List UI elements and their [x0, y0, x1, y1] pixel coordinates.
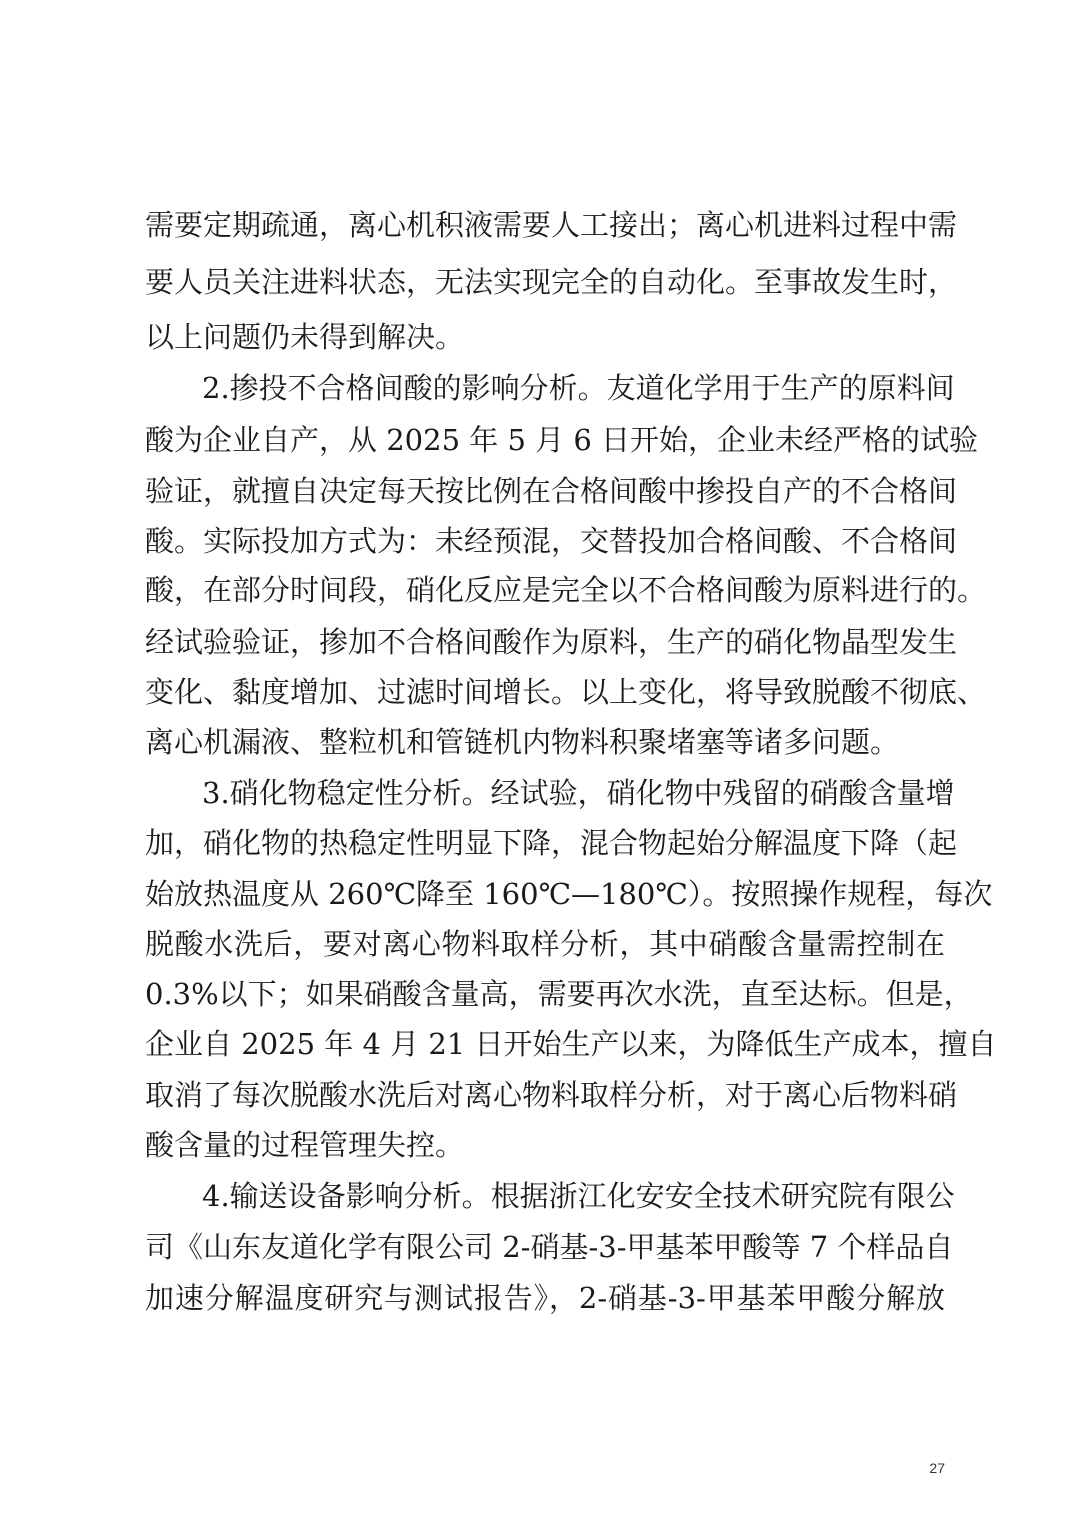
- text-line: 酸为企业自产，从 2025 年 5 月 6 日开始，企业未经严格的试验: [145, 423, 979, 457]
- text-line: 酸。实际投加方式为：未经预混，交替投加合格间酸、不合格间: [145, 524, 958, 558]
- text-line: 加，硝化物的热稳定性明显下降，混合物起始分解温度下降（起: [145, 826, 958, 860]
- page-number: 27: [929, 1460, 945, 1476]
- text-line: 取消了每次脱酸水洗后对离心物料取样分析，对于离心后物料硝: [145, 1078, 958, 1112]
- text-line: 以上问题仍未得到解决。: [145, 320, 465, 354]
- text-line: 0.3%以下；如果硝酸含量高，需要再次水洗，直至达标。但是，: [145, 977, 973, 1011]
- text-line: 经试验验证，掺加不合格间酸作为原料，生产的硝化物晶型发生: [145, 625, 958, 659]
- text-line: 需要定期疏通，离心机积液需要人工接出；离心机进料过程中需: [145, 208, 958, 242]
- text-line: 验证，就擅自决定每天按比例在合格间酸中掺投自产的不合格间: [145, 474, 958, 508]
- text-line: 加速分解温度研究与测试报告》，2-硝基-3-甲基苯甲酸分解放: [145, 1281, 945, 1315]
- paragraph-start-line: 2.掺投不合格间酸的影响分析。友道化学用于生产的原料间: [202, 371, 955, 405]
- text-line: 司《山东友道化学有限公司 2-硝基-3-甲基苯甲酸等 7 个样品自: [145, 1230, 954, 1264]
- text-line: 离心机漏液、整粒机和管链机内物料积聚堵塞等诸多问题。: [145, 725, 900, 759]
- text-line: 要人员关注进料状态，无法实现完全的自动化。至事故发生时，: [145, 265, 958, 299]
- text-line: 酸含量的过程管理失控。: [145, 1128, 465, 1162]
- text-line: 始放热温度从 260℃降至 160℃—180℃）。按照操作规程，每次: [145, 877, 993, 911]
- text-line: 酸，在部分时间段，硝化反应是完全以不合格间酸为原料进行的。: [145, 573, 987, 607]
- text-line: 企业自 2025 年 4 月 21 日开始生产以来，为降低生产成本，擅自: [145, 1027, 997, 1061]
- paragraph-start-line: 4.输送设备影响分析。根据浙江化安安全技术研究院有限公: [202, 1179, 955, 1213]
- paragraph-start-line: 3.硝化物稳定性分析。经试验，硝化物中残留的硝酸含量增: [202, 776, 955, 810]
- text-line: 变化、黏度增加、过滤时间增长。以上变化，将导致脱酸不彻底、: [145, 675, 987, 709]
- text-line: 脱酸水洗后，要对离心物料取样分析，其中硝酸含量需控制在: [145, 927, 945, 961]
